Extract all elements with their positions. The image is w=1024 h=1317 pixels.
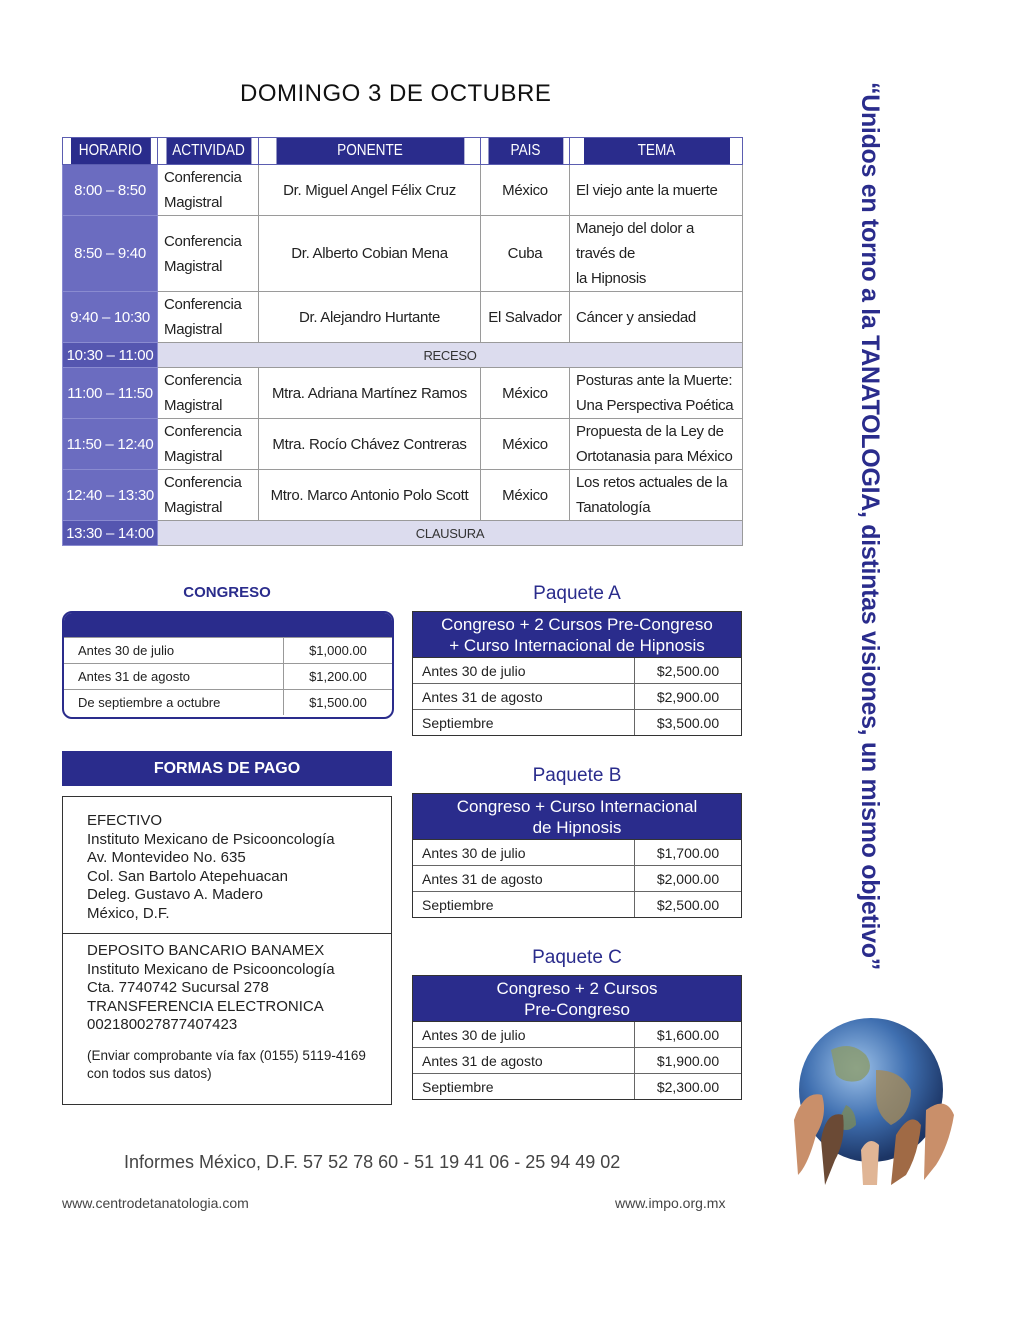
price-row [64,690,392,716]
closing-label: CLAUSURA [158,521,743,546]
row-topic [570,368,743,419]
package-a-title: Paquete A [533,583,621,604]
deposit-line: TRANSFERENCIA ELECTRONICA [87,997,324,1015]
price-row [413,1048,741,1074]
package-c-title: Paquete C [532,947,622,968]
closing-row [63,521,743,546]
package-b-box [412,793,742,918]
slogan-text: “Unidos en torno a la TANATOLOGIA, distintas visiones, un mismo objetivo” [856,82,884,970]
row-activity [158,216,259,292]
globe-hands-illustration [776,1010,966,1190]
row-time: 11:00 – 11:50 [63,368,158,419]
congreso-price-table [64,637,392,715]
price-value: $1,900.00 [635,1048,742,1074]
price-label: Antes 31 de agosto [413,684,635,710]
schedule-header-row [63,138,743,165]
package-a-box [412,611,742,736]
website-link-right[interactable]: www.impo.org.mx [615,1195,726,1211]
row-country: El Salvador [481,292,570,343]
row-time: 12:40 – 13:30 [63,470,158,521]
congreso-price-box [62,611,394,719]
price-value: $1,500.00 [284,690,393,716]
price-label: Antes 30 de julio [422,1026,526,1043]
package-header-line: + Curso Internacional de Hipnosis [449,636,705,655]
row-speaker: Dr. Alejandro Hurtante [259,292,481,343]
activity-line: Magistral [164,194,223,211]
package-b-header [413,794,741,840]
deposit-line: 002180027877407423 [87,1016,238,1033]
deposit-line: DEPOSITO BANCARIO BANAMEX [87,942,325,959]
price-label: Septiembre [413,1074,635,1100]
note-line: con todos sus datos) [87,1065,212,1081]
header-pais: PAIS [487,138,563,165]
activity-line: Magistral [164,448,223,465]
package-b-title: Paquete B [532,765,622,786]
row-topic [570,470,743,521]
price-row [64,638,392,664]
row-country: México [481,470,570,521]
price-value: $1,200.00 [284,664,393,690]
topic-line: Posturas ante la Muerte: [576,372,733,389]
cash-line: Deleg. Gustavo A. Madero [87,886,263,903]
break-label: RECESO [158,343,743,368]
price-value: $2,900.00 [635,684,742,710]
cash-line: Col. San Bartolo Atepehuacan [87,867,288,885]
payment-methods-box [62,796,392,1105]
row-topic [570,165,743,216]
package-header-line: Congreso + 2 Cursos Pre-Congreso [441,615,713,634]
row-time: 10:30 – 11:00 [63,343,158,368]
price-label: Antes 30 de julio [422,662,526,679]
package-c-box [412,975,742,1100]
vertical-slogan [840,82,900,970]
price-label: Antes 31 de agosto [413,1048,635,1074]
row-time: 13:30 – 14:00 [63,521,158,546]
row-activity [158,368,259,419]
page-title: DOMINGO 3 DE OCTUBRE [240,80,552,107]
cash-line: Av. Montevideo No. 635 [87,849,246,866]
bank-deposit-section [63,933,391,1083]
globe-icon [799,1018,943,1162]
activity-line: Conferencia [164,372,242,389]
row-country: México [481,165,570,216]
price-value: $1,700.00 [635,840,742,866]
cash-line: Instituto Mexicano de Psicooncología [87,830,335,848]
topic-line: Propuesta de la Ley de [576,423,724,440]
activity-line: Magistral [164,321,223,338]
row-time: 11:50 – 12:40 [63,419,158,470]
row-activity [158,165,259,216]
row-activity [158,292,259,343]
price-label: Antes 31 de agosto [64,664,284,690]
price-value: $2,300.00 [635,1074,742,1100]
payment-methods-header: FORMAS DE PAGO [62,751,392,786]
price-row [413,710,741,736]
price-value: $3,500.00 [635,710,742,736]
row-speaker: Mtra. Rocío Chávez Contreras [259,419,481,470]
price-row [413,1074,741,1100]
activity-line: Conferencia [164,474,242,491]
package-header-line: Congreso + 2 Cursos [496,979,658,998]
row-topic [570,216,743,292]
topic-line: Una Perspectiva Poética [576,397,734,414]
price-value: $2,500.00 [635,892,742,918]
schedule-row [63,292,743,343]
schedule-table [62,137,743,546]
activity-line: Conferencia [164,423,242,440]
activity-line: Conferencia [164,296,242,313]
schedule-row [63,419,743,470]
header-horario: HORARIO [70,138,151,165]
package-header-line: Congreso + Curso Internacional [456,797,698,816]
row-speaker: Dr. Miguel Angel Félix Cruz [259,165,481,216]
row-country: Cuba [481,216,570,292]
activity-line: Magistral [164,397,223,414]
topic-line: El viejo ante la muerte [576,181,718,199]
price-label: Antes 30 de julio [422,844,526,861]
note-line: (Enviar comprobante vía fax (0155) 5119-4169 [87,1047,366,1063]
package-a-header [413,612,741,658]
row-topic [570,292,743,343]
header-tema: TEMA [582,138,729,165]
price-label: Antes 31 de agosto [413,866,635,892]
price-value: $1,600.00 [635,1022,742,1048]
row-time: 8:00 – 8:50 [63,165,158,216]
price-value: $1,000.00 [284,638,393,664]
package-header-line: Pre-Congreso [524,1000,630,1019]
row-speaker: Mtro. Marco Antonio Polo Scott [259,470,481,521]
price-row [413,840,741,866]
deposit-line: Instituto Mexicano de Psicooncología [87,960,335,978]
row-time: 9:40 – 10:30 [63,292,158,343]
price-value: $2,500.00 [635,658,742,684]
topic-line: Los retos actuales de la [576,474,728,491]
topic-line: Cáncer y ansiedad [576,308,696,326]
price-row [413,866,741,892]
schedule-row [63,165,743,216]
activity-line: Magistral [164,257,223,275]
price-label: Septiembre [413,710,635,736]
price-row [413,1022,741,1048]
price-row [413,892,741,918]
price-row [413,658,741,684]
header-ponente: PONENTE [275,138,464,165]
price-label: Septiembre [413,892,635,918]
deposit-line: Cta. 7740742 Sucursal 278 [87,979,269,996]
price-row [413,684,741,710]
price-value: $2,000.00 [635,866,742,892]
row-time: 8:50 – 9:40 [63,216,158,292]
activity-line: Magistral [164,499,223,516]
row-topic [570,419,743,470]
topic-line: Ortotanasia para México [576,448,733,465]
package-c-header [413,976,741,1022]
row-activity [158,419,259,470]
activity-line: Conferencia [164,169,242,186]
cash-line: EFECTIVO [87,812,163,829]
schedule-row [63,470,743,521]
schedule-row [63,368,743,419]
package-a-price-table [413,658,741,735]
congreso-header-bar [64,613,392,637]
schedule-row [63,216,743,292]
topic-line: Tanatología [576,499,651,516]
row-activity [158,470,259,521]
price-row [64,664,392,690]
package-header-line: de Hipnosis [532,818,622,837]
package-b-price-table [413,840,741,917]
contact-phones: Informes México, D.F. 57 52 78 60 - 51 19 41 06 - 25 94 49 02 [124,1152,621,1172]
website-link-left[interactable]: www.centrodetanatologia.com [62,1195,249,1211]
row-country: México [481,419,570,470]
topic-line: Manejo del dolor a través de [576,220,695,262]
activity-line: Conferencia [164,232,242,250]
row-country: México [481,368,570,419]
row-speaker: Dr. Alberto Cobian Mena [259,216,481,292]
cash-line: México, D.F. [87,904,170,922]
row-speaker: Mtra. Adriana Martínez Ramos [259,368,481,419]
fax-note [87,1047,391,1083]
topic-line: la Hipnosis [576,270,647,287]
price-label: De septiembre a octubre [64,690,284,716]
price-label: Antes 30 de julio [64,638,284,664]
cash-section [63,797,391,923]
package-c-price-table [413,1022,741,1099]
congreso-title: CONGRESO [183,584,271,601]
break-row [63,343,743,368]
header-actividad: ACTIVIDAD [165,138,251,165]
